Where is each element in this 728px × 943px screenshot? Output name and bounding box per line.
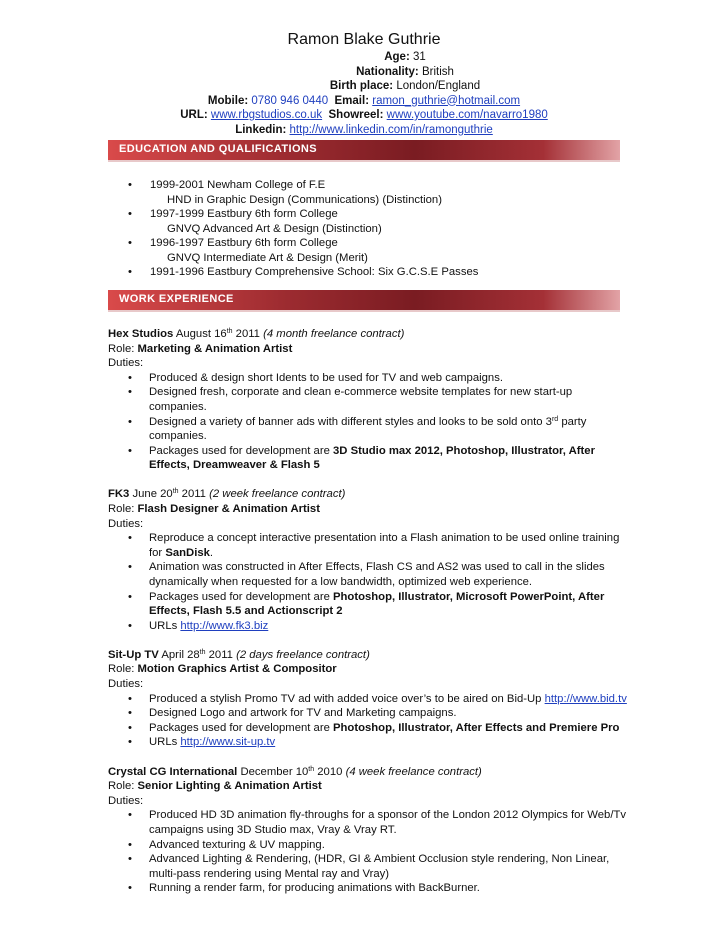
company-name: Crystal CG International (108, 765, 238, 778)
company-name: Hex Studios (108, 328, 174, 340)
age-label: Age: (384, 51, 410, 63)
duty-text-cont: . (209, 546, 214, 559)
duty-text: Packages used for development are (149, 590, 333, 603)
bullet-icon: • (128, 532, 132, 545)
education-qualification: GNVQ Intermediate Art & Design (Merit) (167, 251, 368, 264)
work-section-header (108, 290, 620, 312)
duties-label: Duties: (108, 357, 144, 370)
education-list (128, 178, 648, 280)
nationality-label: Nationality: (356, 65, 419, 78)
list-item (108, 415, 628, 444)
list-item (128, 178, 648, 207)
bullet-icon: • (128, 721, 132, 734)
bullet-icon: • (128, 882, 132, 895)
education-qualification: GNVQ Advanced Art & Design (Distinction) (167, 222, 382, 235)
role-title: Motion Graphics Artist & Compositor (137, 663, 337, 676)
linkedin-line (0, 123, 728, 138)
duties-list (108, 808, 628, 896)
company-name: Sit-Up TV (108, 648, 159, 661)
software-list: 3D Studio max 2012, Photoshop, Illustrator, After Effects, Dreamweaver & Flash 5 (149, 444, 595, 472)
duties-label: Duties: (108, 794, 144, 807)
bullet-icon: • (128, 736, 132, 749)
duty-text: Packages used for development are (149, 444, 333, 457)
bullet-icon: • (128, 838, 132, 851)
job-date: June 20 (132, 488, 173, 501)
duties-label: Duties: (108, 678, 144, 691)
email-label: Email: (334, 94, 370, 107)
age-line (0, 50, 728, 65)
role-title: Senior Lighting & Animation Artist (137, 780, 322, 793)
bullet-icon: • (128, 415, 132, 428)
list-item (108, 560, 628, 589)
nationality-line (0, 65, 728, 80)
resume-header (0, 0, 728, 137)
education-section-header (108, 140, 620, 162)
email-link[interactable]: ramon_guthrie@hotmail.com (372, 94, 521, 107)
job-date: April 28 (161, 648, 200, 661)
duty-text: Produced HD 3D animation fly-throughs for a sponsor of the London 2012 Olympics for Web/Tv campaigns using 3D Studio max, Vray & Vray RT. (149, 809, 627, 836)
duty-text: URLs (149, 736, 181, 749)
url-label: URL: (180, 109, 208, 121)
duty-text-cont: party companies. (149, 415, 587, 443)
bullet-icon: • (128, 266, 132, 278)
duty-text: Running a render farm, for producing animations with BackBurner. (149, 882, 480, 895)
job-date: August 16 (175, 328, 227, 340)
date-suffix: th (226, 328, 233, 335)
duty-text: Animation was constructed in After Effects, Flash CS and AS2 was used to call in the slides dynamically when requested for a low bandwidth, optimized web experience. (149, 561, 605, 588)
education-entry: 1997-1999 Eastbury 6th form College (150, 208, 338, 220)
role-line (108, 502, 628, 517)
list-item (108, 692, 628, 707)
job-title-line (108, 327, 628, 342)
role-title: Flash Designer & Animation Artist (137, 503, 320, 516)
list-item (128, 265, 648, 280)
job-date: December 10 (240, 765, 309, 778)
duties-list (108, 371, 628, 473)
birthplace-line (0, 79, 728, 94)
duties-label: Duties: (108, 517, 144, 530)
birthplace-value: London/England (396, 80, 481, 92)
list-item (108, 531, 628, 560)
job-year: 2010 (314, 765, 343, 778)
role-title: Marketing & Animation Artist (137, 342, 293, 355)
bullet-icon: • (128, 561, 132, 574)
mobile-value: 0780 946 0440 (251, 94, 329, 107)
duty-text: Designed Logo and artwork for TV and Marketing campaigns. (149, 707, 457, 720)
duty-text: Packages used for development are (149, 721, 333, 734)
software-list: Photoshop, Illustrator, After Effects and Premiere Pro (333, 721, 620, 734)
education-entry: 1999-2001 Newham College of F.E (150, 179, 326, 191)
software-list: Photoshop, Illustrator, Microsoft PowerPoint, After Effects, Flash 5.5 and Actionscript 2 (149, 590, 605, 618)
linkedin-label: Linkedin: (235, 123, 287, 136)
web-line (0, 108, 728, 123)
role-label: Role: (108, 663, 135, 676)
list-item (108, 721, 628, 736)
age-value: 31 (412, 51, 426, 63)
role-line (108, 779, 628, 794)
bullet-icon: • (128, 619, 132, 632)
list-item (108, 706, 628, 721)
bullet-icon: • (128, 590, 132, 603)
role-label: Role: (108, 342, 135, 355)
job-entry-hex-studios (108, 327, 628, 473)
bullet-icon: • (128, 853, 132, 866)
birthplace-label: Birth place: (329, 80, 394, 92)
showreel-link[interactable]: www.youtube.com/navarro1980 (386, 109, 548, 121)
list-item (108, 838, 628, 853)
duty-text: Designed a variety of banner ads with different styles and looks to be sold onto 3 (149, 415, 552, 428)
list-item (108, 808, 628, 837)
bullet-icon: • (128, 707, 132, 720)
role-label: Role: (108, 503, 135, 516)
bid-tv-link[interactable]: http://www.bid.tv (544, 692, 627, 705)
contract-type: (4 week freelance contract) (345, 765, 482, 778)
date-suffix: th (199, 648, 206, 656)
mobile-label: Mobile: (207, 94, 249, 107)
date-suffix: th (308, 765, 315, 773)
duty-text: Produced a stylish Promo TV ad with added voice over’s to be aired on Bid-Up (149, 692, 545, 705)
contract-type: (2 week freelance contract) (209, 488, 346, 501)
bullet-icon: • (128, 692, 132, 705)
education-entry: 1991-1996 Eastbury Comprehensive School: Six G.C.S.E Passes (150, 266, 479, 278)
duty-text: Produced & design short Idents to be used for TV and web campaigns. (149, 371, 503, 384)
duty-text: URLs (149, 619, 181, 632)
list-item (108, 444, 628, 473)
website-link[interactable]: www.rbgstudios.co.uk (210, 109, 323, 121)
candidate-name: Ramon Blake Guthrie (287, 31, 441, 48)
duty-text: Advanced Lighting & Rendering, (HDR, GI & Ambient Occlusion style rendering, Non Linear, multi-pass rendering using Mental ray and Vray) (149, 853, 610, 880)
job-year: 2011 (232, 328, 260, 340)
company-url-link[interactable]: http://www.sit-up.tv (180, 736, 276, 749)
job-entry-fk3 (108, 487, 628, 633)
work-experience (108, 327, 628, 910)
bullet-icon: • (128, 371, 132, 384)
contact-line (0, 94, 728, 109)
duties-list (108, 531, 628, 633)
bullet-icon: • (128, 386, 132, 399)
date-suffix: th (172, 488, 179, 496)
job-title-line (108, 648, 628, 663)
bullet-icon: • (128, 237, 132, 249)
job-title-line (108, 765, 628, 780)
list-item (128, 207, 648, 236)
linkedin-link[interactable]: http://www.linkedin.com/in/ramonguthrie (289, 123, 493, 136)
list-item (108, 385, 628, 414)
education-entry: 1996-1997 Eastbury 6th form College (150, 237, 338, 249)
job-entry-sit-up-tv (108, 648, 628, 750)
list-item (108, 590, 628, 619)
duties-list (108, 692, 628, 750)
work-heading: WORK EXPERIENCE (119, 293, 234, 305)
job-year: 2011 (205, 648, 233, 661)
contract-type: (4 month freelance contract) (263, 328, 405, 340)
list-item (108, 852, 628, 881)
list-item (108, 881, 628, 896)
role-line (108, 662, 628, 677)
role-line (108, 342, 628, 357)
job-year: 2011 (178, 488, 206, 501)
role-label: Role: (108, 780, 135, 793)
education-qualification: HND in Graphic Design (Communications) (Distinction) (167, 193, 442, 206)
company-url-link[interactable]: http://www.fk3.biz (180, 619, 269, 632)
list-item (108, 371, 628, 386)
job-entry-crystal-cg (108, 765, 628, 896)
contract-type: (2 days freelance contract) (236, 648, 370, 661)
bullet-icon: • (128, 809, 132, 822)
bullet-icon: • (128, 179, 132, 191)
duty-text: Advanced texturing & UV mapping. (149, 838, 325, 851)
duty-text: Designed fresh, corporate and clean e-commerce website templates for new start-up companies. (149, 386, 573, 413)
job-title-line (108, 487, 628, 502)
bullet-icon: • (128, 444, 132, 457)
showreel-label: Showreel: (328, 109, 384, 121)
company-name: FK3 (108, 488, 130, 501)
ordinal-suffix: rd (551, 415, 559, 423)
duty-text: Reproduce a concept interactive presentation into a Flash animation to be used online training for (149, 532, 620, 559)
list-item (128, 236, 648, 265)
list-item (108, 619, 628, 634)
nationality-value: British (421, 65, 454, 78)
list-item (108, 735, 628, 750)
education-heading: EDUCATION AND QUALIFICATIONS (119, 143, 317, 155)
client-name: SanDisk (165, 546, 210, 559)
bullet-icon: • (128, 208, 132, 220)
